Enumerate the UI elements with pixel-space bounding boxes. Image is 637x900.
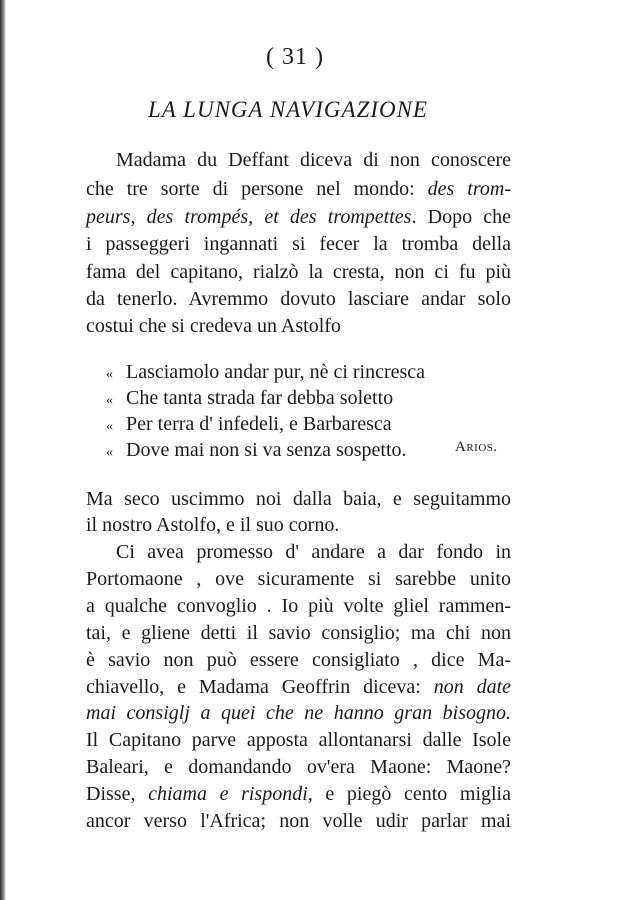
verse-text: Che tanta strada far debba soletto <box>126 387 394 409</box>
italic-phrase: non date <box>433 676 511 698</box>
italic-phrase: chiama e rispondi <box>148 783 308 805</box>
verse-line4 <box>106 438 407 465</box>
chapter-title: LA LUNGA NAVIGAZIONE <box>148 97 428 122</box>
paragraph3-line3: a qualche convoglio . Io più volte gliel rammen- <box>86 595 511 617</box>
verse-line1 <box>106 360 425 387</box>
paragraph3-line7 <box>86 701 511 725</box>
quote-mark: « <box>106 419 113 434</box>
paragraph3-line11: ancor verso l'Africa; non volle udir parlar mai <box>86 810 511 832</box>
paragraph1-line4: i passeggeri ingannati si fecer la tromba della <box>86 233 511 255</box>
paragraph3-line1: Ci avea promesso d' andare a dar fondo in <box>116 541 511 563</box>
text-segment: . Dopo che <box>411 206 511 228</box>
paragraph1-line2 <box>86 177 511 201</box>
paragraph1-line3 <box>86 205 511 229</box>
verse-text: Dove mai non si va senza sospetto. <box>126 439 407 461</box>
page-number: ( 31 ) <box>266 44 324 70</box>
verse-attribution: Arios. <box>455 439 498 455</box>
paragraph3-line5: è savio non può essere consigliato , dice Ma- <box>86 649 511 671</box>
paragraph1-line5: fama del capitano, rialzò la cresta, non ci fu più <box>86 261 511 283</box>
paragraph3-line4: tai, e gliene detti il savio consiglio; ma chi non <box>86 622 511 644</box>
paragraph1-line7: costui che si credeva un Astolfo <box>86 315 341 337</box>
text-segment: chiavello, e Madama Geoffrin diceva: <box>86 676 434 698</box>
paragraph3-line2: Portomaone , ove sicuramente si sarebbe unito <box>86 568 511 590</box>
paragraph2-line1: Ma seco uscimmo noi dalla baia, e seguitammo <box>86 488 511 510</box>
paragraph3-line9: Baleari, e domandando ov'era Maone: Maone? <box>86 756 511 778</box>
paragraph2-line2: il nostro Astolfo, e il suo corno. <box>86 514 340 536</box>
paragraph3-line6 <box>86 675 511 699</box>
verse-line2 <box>106 386 393 413</box>
italic-phrase: mai consiglj a quei che ne hanno gran bisogno. <box>86 702 511 724</box>
paragraph3-line10 <box>86 782 511 806</box>
verse-text: Lasciamolo andar pur, nè ci rincresca <box>126 361 426 383</box>
page-edge-shadow <box>0 0 6 900</box>
quote-mark: « <box>106 393 113 408</box>
paragraph1-line6: da tenerlo. Avremmo dovuto lasciare andar solo <box>86 288 511 310</box>
verse-text: Per terra d' infedeli, e Barbaresca <box>126 413 392 435</box>
quote-mark: « <box>106 367 113 382</box>
italic-phrase: peurs, des trompés, et des trompettes <box>86 206 412 228</box>
paragraph3-line8: Il Capitano parve apposta allontanarsi dalle Isole <box>86 729 511 751</box>
text-segment: Disse, <box>86 783 149 805</box>
text-segment: , e piegò cento miglia <box>307 783 511 805</box>
paragraph1-line1: Madama du Deffant diceva di non conoscere <box>116 149 511 171</box>
text-segment: che tre sorte di persone nel mondo: <box>86 178 428 200</box>
verse-line3 <box>106 412 392 439</box>
italic-phrase: des trom- <box>427 178 511 200</box>
quote-mark: « <box>106 445 113 460</box>
